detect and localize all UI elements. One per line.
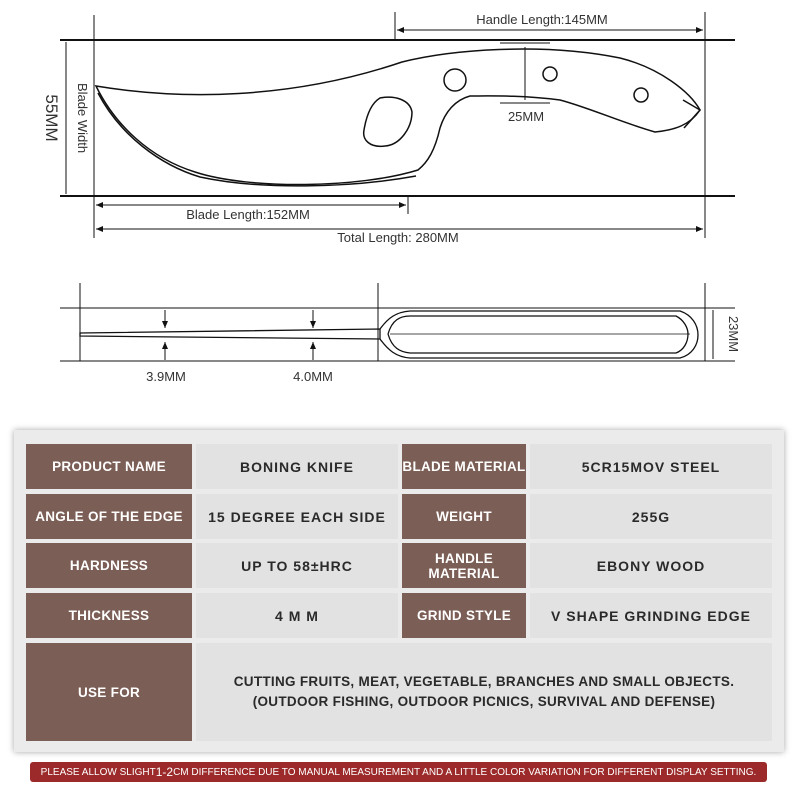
handle-material-value: EBONY WOOD: [530, 543, 772, 588]
product-name-label: PRODUCT NAME: [26, 444, 192, 489]
blade-material-label: BLADE MATERIAL: [402, 444, 526, 489]
blade-width-value: 55MM: [42, 94, 61, 142]
thickness-value: 4 M M: [196, 593, 398, 638]
weight-label: WEIGHT: [402, 494, 526, 539]
measurement-disclaimer: [30, 762, 767, 782]
use-for-value: [196, 643, 772, 741]
disclaimer-before: PLEASE ALLOW SLIGHT: [40, 766, 156, 778]
product-name-value: BONING KNIFE: [196, 444, 398, 489]
handle-width-label: 25MM: [507, 109, 545, 124]
handle-length-label: Handle Length:145MM: [476, 12, 608, 27]
thickness-label-2: 4.0MM: [293, 369, 333, 384]
thickness-label: THICKNESS: [26, 593, 192, 638]
thickness-label-1: 3.9MM: [146, 369, 186, 384]
knife-side-view: [96, 43, 700, 186]
blade-material-value: 5CR15MOV STEEL: [530, 444, 772, 489]
use-for-label: USE FOR: [26, 643, 192, 741]
use-for-line-1: CUTTING FRUITS, MEAT, VEGETABLE, BRANCHES AND SMALL OBJECTS.: [233, 674, 735, 689]
blade-width-label: Blade Width: [75, 82, 90, 154]
handle-thickness-label: 23MM: [726, 315, 741, 353]
weight-value: 255G: [530, 494, 772, 539]
grind-style-value: V SHAPE GRINDING EDGE: [530, 593, 772, 638]
disclaimer-after: CM DIFFERENCE DUE TO MANUAL MEASUREMENT AND A LITTLE COLOR VARIATION FOR DIFFERENT DISPLAY SETTING.: [173, 766, 757, 778]
disclaimer-emphasis: 1-2: [155, 765, 174, 779]
total-length-label: Total Length: 280MM: [337, 230, 459, 245]
knife-top-view: [80, 311, 698, 358]
blade-length-label: Blade Length:152MM: [186, 207, 310, 222]
spec-table: [14, 430, 784, 752]
use-for-line-2: (OUTDOOR FISHING, OUTDOOR PICNICS, SURVIVAL AND DEFENSE): [252, 694, 716, 709]
edge-angle-value: 15 DEGREE EACH SIDE: [196, 494, 398, 539]
hardness-label: HARDNESS: [26, 543, 192, 588]
grind-style-label: GRIND STYLE: [402, 593, 526, 638]
handle-material-label: HANDLE MATERIAL: [402, 543, 526, 588]
hardness-value: UP TO 58±HRC: [196, 543, 398, 588]
edge-angle-label: ANGLE OF THE EDGE: [26, 494, 192, 539]
